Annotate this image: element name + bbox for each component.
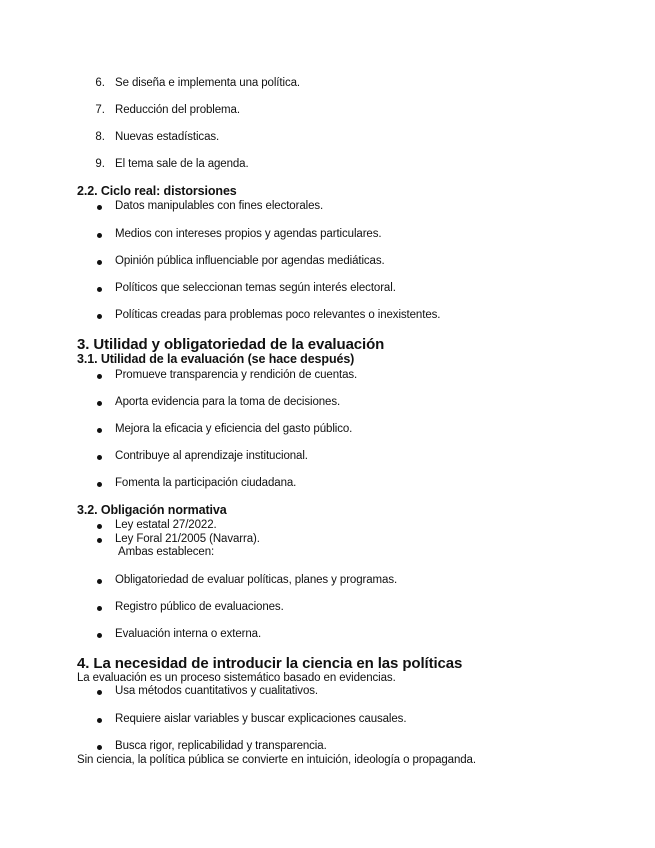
bullet-icon (97, 482, 102, 487)
bullet-icon (97, 606, 102, 611)
list-item: El tema sale de la agenda. (115, 158, 249, 170)
list-item: Reducción del problema. (115, 104, 240, 116)
note-text: Ambas establecen: (118, 546, 215, 558)
list-item: Medios con intereses propios y agendas particulares. (115, 228, 382, 240)
list-item: Políticos que seleccionan temas según interés electoral. (115, 282, 396, 294)
section-heading-3-2: 3.2. Obligación normativa (77, 503, 227, 517)
list-number: 6. (95, 77, 105, 89)
list-item: Ley Foral 21/2005 (Navarra). (115, 533, 260, 545)
list-item: Políticas creadas para problemas poco relevantes o inexistentes. (115, 309, 441, 321)
list-item: Nuevas estadísticas. (115, 131, 220, 143)
bullet-icon (97, 718, 102, 723)
bullet-icon (97, 260, 102, 265)
list-item: Contribuye al aprendizaje institucional. (115, 450, 308, 462)
list-item: Se diseña e implementa una política. (115, 77, 300, 89)
bullet-icon (97, 314, 102, 319)
closing-paragraph: Sin ciencia, la política pública se convierte en intuición, ideología o propaganda. (77, 754, 476, 766)
list-item: Opinión pública influenciable por agendas mediáticas. (115, 255, 385, 267)
list-number: 9. (95, 158, 105, 170)
list-item: Usa métodos cuantitativos y cualitativos. (115, 685, 318, 697)
list-item: Mejora la eficacia y eficiencia del gasto público. (115, 423, 353, 435)
list-item: Busca rigor, replicabilidad y transparencia. (115, 740, 327, 752)
list-item: Datos manipulables con fines electorales. (115, 200, 324, 212)
list-number: 8. (95, 131, 105, 143)
bullet-icon (97, 524, 102, 529)
section-heading-3: 3. Utilidad y obligatoriedad de la evaluación (77, 336, 385, 353)
bullet-icon (97, 401, 102, 406)
list-number: 7. (95, 104, 105, 116)
list-item: Fomenta la participación ciudadana. (115, 477, 297, 489)
list-item: Evaluación interna o externa. (115, 628, 262, 640)
list-item: Ley estatal 27/2022. (115, 519, 217, 531)
bullet-icon (97, 633, 102, 638)
bullet-icon (97, 745, 102, 750)
intro-paragraph: La evaluación es un proceso sistemático basado en evidencias. (77, 672, 396, 684)
bullet-icon (97, 428, 102, 433)
list-item: Requiere aislar variables y buscar explicaciones causales. (115, 713, 407, 725)
section-heading-2-2: 2.2. Ciclo real: distorsiones (77, 184, 237, 198)
list-item: Registro público de evaluaciones. (115, 601, 284, 613)
list-item: Promueve transparencia y rendición de cuentas. (115, 369, 358, 381)
section-heading-3-1: 3.1. Utilidad de la evaluación (se hace después) (77, 352, 355, 366)
bullet-icon (97, 579, 102, 584)
bullet-icon (97, 205, 102, 210)
bullet-icon (97, 374, 102, 379)
section-heading-4: 4. La necesidad de introducir la ciencia en las políticas (77, 655, 463, 672)
bullet-icon (97, 233, 102, 238)
bullet-icon (97, 538, 102, 543)
bullet-icon (97, 287, 102, 292)
bullet-icon (97, 690, 102, 695)
list-item: Aporta evidencia para la toma de decisiones. (115, 396, 341, 408)
bullet-icon (97, 455, 102, 460)
list-item: Obligatoriedad de evaluar políticas, planes y programas. (115, 574, 398, 586)
